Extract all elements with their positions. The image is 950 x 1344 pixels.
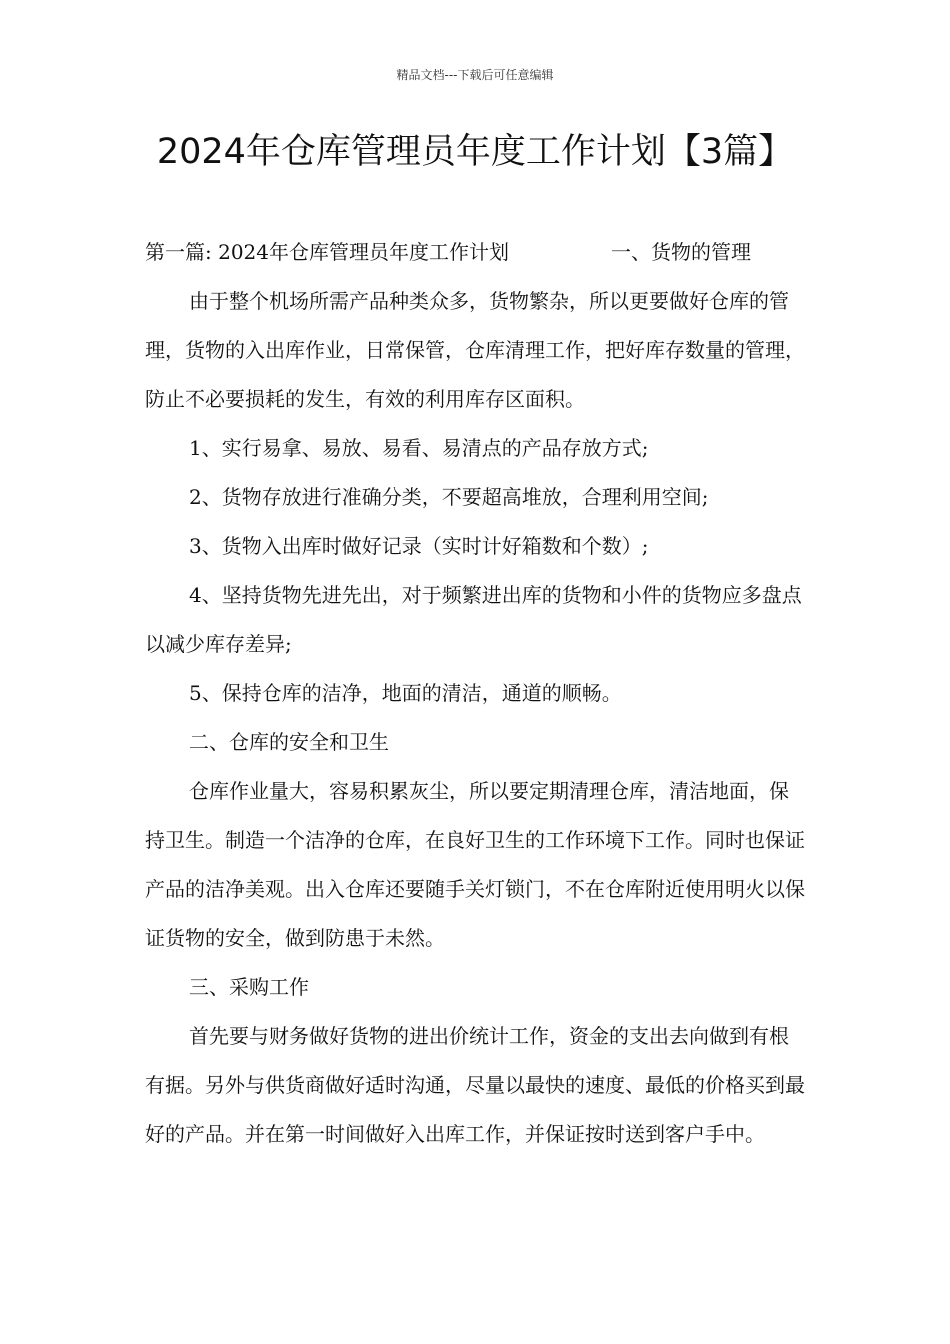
paragraph: 首先要与财务做好货物的进出价统计工作，资金的支出去向做到有根有据。另外与供货商做好适时沟通，尽量以最快的速度、最低的价格买到最好的产品。并在第一时间做好入出库工作，并保证按时送到客户手中。	[145, 1024, 805, 1146]
document-body	[145, 228, 805, 1159]
section-heading-purchasing: 三、采购工作	[189, 975, 309, 999]
list-item: 2、货物存放进行准确分类，不要超高堆放，合理利用空间;	[189, 485, 709, 509]
list-item: 3、货物入出库时做好记录（实时计好箱数和个数）;	[189, 534, 649, 558]
header-note: 精品文档---下载后可任意编辑	[396, 68, 554, 82]
first-line	[145, 228, 805, 277]
list-item: 5、保持仓库的洁净，地面的清洁，通道的顺畅。	[189, 681, 622, 705]
section-heading-safety: 二、仓库的安全和卫生	[189, 730, 389, 754]
paragraph: 由于整个机场所需产品种类众多，货物繁杂，所以更要做好仓库的管理，货物的入出库作业，日常保管，仓库清理工作，把好库存数量的管理，防止不必要损耗的发生，有效的利用库存区面积。	[145, 289, 805, 411]
list-item: 1、实行易拿、易放、易看、易清点的产品存放方式;	[189, 436, 649, 460]
list-item: 4、坚持货物先进先出，对于频繁进出库的货物和小件的货物应多盘点以减少库存差异;	[145, 583, 802, 656]
document-title: 2024年仓库管理员年度工作计划【3篇】	[156, 132, 794, 172]
paragraph: 仓库作业量大，容易积累灰尘，所以要定期清理仓库，清洁地面，保持卫生。制造一个洁净的仓库，在良好卫生的工作环境下工作。同时也保证产品的洁净美观。出入仓库还要随手关灯锁门，不在仓库附近使用明火以保证货物的安全，做到防患于未然。	[145, 779, 805, 950]
section-heading-goods: 一、货物的管理	[611, 240, 751, 264]
first-article-heading: 第一篇: 2024年仓库管理员年度工作计划	[145, 240, 509, 264]
